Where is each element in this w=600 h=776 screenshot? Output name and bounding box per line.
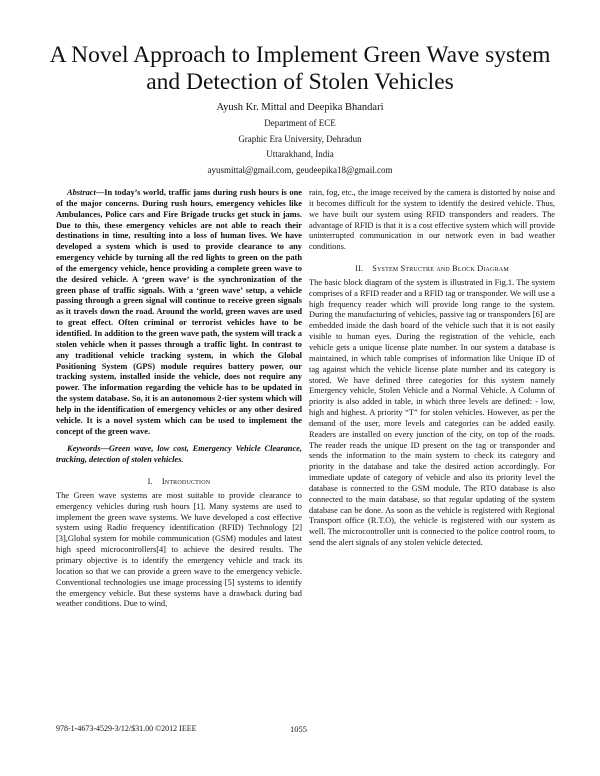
introduction-continued: rain, fog, etc., the image received by the camera is distorted by noise and it becomes difficult for the system to identify the desired vehicle. Thus, we have built our system using RFID transponders and readers. The advantage of RFID is that it is a cost effective system which will provide uninterrupted communication in our network even in bad weather conditions. xyxy=(309,188,555,252)
system-structure-text: The basic block diagram of the system is illustrated in Fig.1. The system comprises of a RFID reader and a RFID tag or transponder. We will use a high frequency reader which will provide long range to the system. During the manufacturing of vehicles, passive tag or transponders [6] are embedded inside the dash board of the vehicle such that it is not easily visible to human eyes. During the registration of the vehicle, each vehicle gets a unique license plate number. In our system a database is maintained, in which table comprises of information like Unique ID of tag against which the vehicle license plate number and its category is stored. We have defined three categories for this system namely Emergency vehicle, Stolen Vehicle and a Normal Vehicle. A Column of priority is also added in table, in which three levels are defined: - low, high and highest. A priority “T” for stolen vehicles. However, as per the demand of the user, more levels and categories can be added easily. Readers are installed on every junction of the city, on top of the roads. The reader reads the unique ID present on the tag or transponder and sends the information to the main system to check its category and priority in the database and take the desired action accordingly. For immediate update of category of vehicle and also its priority level the database is connected to the GSM module. The RTO database is also connected to the main database, so that regular updating of the system database can be done. As soon as the vehicle is registered with Regional Transport office (R.T.O), the vehicle is registered with our system as well. The microcontroller unit is connected to the police control room, to send the alert signals of any stolen vehicle detected. xyxy=(309,277,555,548)
introduction-text: The Green wave systems are most suitable to provide clearance to emergency vehicles during rush hours [1]. Many systems are used to implement the green wave systems. We have developed a cost effective system using Radio frequency identification (RFID) Technology [2][3],Global system for mobile communication (GSM) modules and latest high speed microcontrollers[4] to achieve the desired results. The primary objective is to identify the emergency vehicle and track its location so that we can provide a green wave to the emergency vehicle. Conventional technologies use image processing [5] systems to identify the emergency vehicle. But these systems have a drawback during bad weather conditions. Due to wind, xyxy=(56,490,302,609)
abstract xyxy=(56,188,302,437)
paper-title: A Novel Approach to Implement Green Wave system and Detection of Stolen Vehicles xyxy=(49,42,551,95)
emails: ayusmittal@gmail.com, geudeepika18@gmail.com xyxy=(207,164,393,175)
university: Graphic Era University, Dehradun xyxy=(238,133,362,144)
keywords: Keywords—Green wave, low cost, Emergency Vehicle Clearance, tracking, detection of stolen vehicles. xyxy=(56,444,302,465)
right-column xyxy=(309,188,555,549)
section-heading-system-structure: II. System Structre and Block Diagram xyxy=(355,264,509,274)
affiliation xyxy=(100,116,500,178)
abstract-lead: Abstract xyxy=(67,188,96,197)
copyright-footer: 978-1-4673-4529-3/12/$31.00 ©2012 IEEE xyxy=(56,724,197,733)
left-column xyxy=(56,188,302,610)
page-number: 1055 xyxy=(290,724,307,734)
department: Department of ECE xyxy=(264,118,336,128)
location: Uttarakhand, India xyxy=(266,149,334,159)
section-heading-introduction: I. Introduction xyxy=(147,477,211,487)
abstract-text: —In today’s world, traffic jams during rush hours is one of the major concerns. During rush hours, emergency vehicles like Ambulances, Police cars and Fire Brigade trucks get stuck in jams. Due to this, these emergency vehicles are not able to reach their destinations in time, resulting into a loss of human lives. We have developed a system which is used to provide clearance to any emergency vehicle by turning all the red lights to green on the path of the emergency vehicle, hence providing a complete green wave to the desired vehicle. A ‘green wave’ is the synchronization of the green phase of traffic signals. With a ‘green wave’ setup, a vehicle passing through a green signal will continue to receive green signals as it travels down the road. Around the world, green waves are used to great effect. Often criminal or terrorist vehicles have to be identified. In addition to the green wave path, the system will track a stolen vehicle when it passes through a traffic light. In contrast to any traditional vehicle tracking system, in which the Global Positioning System (GPS) module requires battery power, our tracking system, installed inside the vehicle, does not require any power. The information regarding the vehicle has to be updated in the system database. So, it is an autonomous 2-tier system which will help in the identification of emergency vehicles or any other desired vehicle. It is a novel system which can be used to implement the concept of the green wave. xyxy=(56,188,302,436)
authors: Ayush Kr. Mittal and Deepika Bhandari xyxy=(216,102,384,113)
